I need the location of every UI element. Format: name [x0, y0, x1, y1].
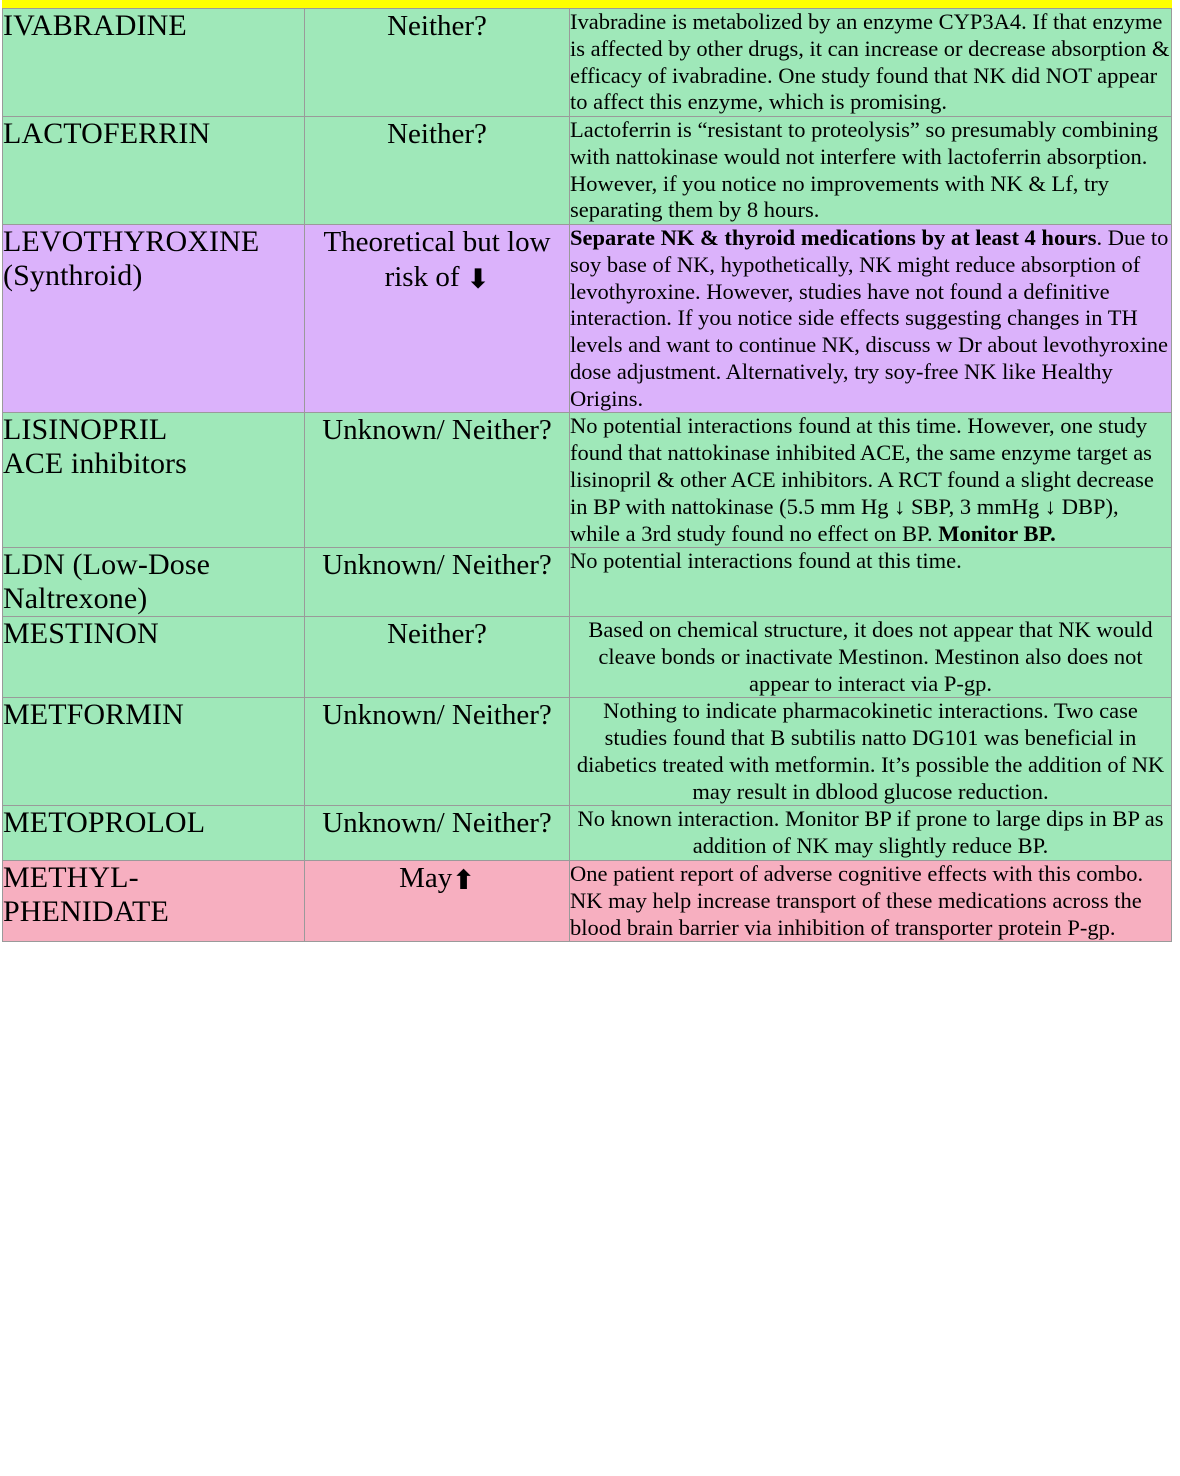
- table-row: [3, 9, 1172, 117]
- risk-cell: [305, 9, 570, 117]
- risk-label: Unknown/ Neither?: [322, 807, 552, 840]
- drug-name-line1: LISINOPRIL: [3, 413, 168, 447]
- risk-cell: [305, 698, 570, 806]
- drug-name-line1: LDN (Low-Dose: [3, 548, 211, 582]
- drug-name-line2: ACE inhibitors: [3, 447, 187, 481]
- notes-text: No potential interactions found at this time.: [570, 548, 962, 574]
- notes-trail-text: Monitor BP.: [938, 520, 1056, 546]
- notes-text: Lactoferrin is “resistant to proteolysis” so presumably combining with nattokinase would not interfere with lactoferrin absorption. However, if you notice no improvements with NK & Lf, try separating them by 8 hours.: [570, 117, 1158, 223]
- table-row: [3, 698, 1172, 806]
- risk-cell: [305, 548, 570, 617]
- drug-name-cell: [3, 548, 305, 617]
- risk-label: Neither?: [387, 10, 487, 42]
- drug-name-cell: [3, 860, 305, 941]
- notes-text: One patient report of adverse cognitive effects with this combo. NK may help increase transport of these medications across the blood brain barrier via inhibition of transporter protein P-gp.: [570, 860, 1144, 940]
- risk-label: May: [399, 861, 453, 894]
- table-row: [3, 117, 1172, 225]
- risk-label: Unknown/ Neither?: [322, 414, 552, 447]
- notes-lead-text: Separate NK & thyroid medications by at least 4 hours: [570, 225, 1097, 251]
- risk-label: Unknown/ Neither?: [322, 549, 552, 582]
- down-arrow-icon: ⬇: [466, 263, 490, 295]
- drug-name-line1: METHYL-: [3, 860, 139, 894]
- notes-text: Ivabradine is metabolized by an enzyme CYP3A4. If that enzyme is affected by other drugs, it can increase or decrease absorption & efficacy of ivabradine. One study found that NK did NOT appear to affect this enzyme, which is promising.: [570, 9, 1170, 115]
- drug-name-line1: LEVOTHYROXINE: [3, 225, 260, 259]
- notes-cell: [570, 117, 1172, 225]
- drug-name-line2: PHENIDATE: [3, 894, 169, 928]
- drug-name-cell: METOPROLOL: [3, 806, 305, 861]
- drug-name-line2: (Synthroid): [3, 259, 143, 293]
- risk-cell: [305, 117, 570, 225]
- risk-label: Neither?: [387, 618, 487, 651]
- drug-name-cell: [3, 225, 305, 413]
- notes-cell: [570, 548, 1172, 617]
- notes-cell: [570, 698, 1172, 806]
- notes-cell: [570, 617, 1172, 698]
- risk-label: Unknown/ Neither?: [322, 699, 552, 732]
- drug-name-cell: METFORMIN: [3, 698, 305, 806]
- drug-interactions-table: [2, 8, 1172, 942]
- drug-name-cell: MESTINON: [3, 617, 305, 698]
- risk-cell: [305, 860, 570, 941]
- notes-cell: [570, 806, 1172, 861]
- drug-name-cell: LACTOFERRIN: [3, 117, 305, 225]
- table-row: [3, 806, 1172, 861]
- risk-cell: [305, 617, 570, 698]
- risk-cell: [305, 413, 570, 548]
- table-row: [3, 617, 1172, 698]
- table-row: [3, 548, 1172, 617]
- notes-text: No known interaction. Monitor BP if prone to large dips in BP as addition of NK may slightly reduce BP.: [577, 806, 1164, 859]
- notes-text: . Due to soy base of NK, hypothetically, NK might reduce absorption of levothyroxine. However, studies have not found a definitive interaction. If you notice side effects suggesting changes in TH levels and want to continue NK, discuss w Dr about levothyroxine dose adjustment. Alternatively, try soy-free NK like Healthy Origins.: [570, 225, 1169, 411]
- notes-text: Based on chemical structure, it does not appear that NK would cleave bonds or inactivate Mestinon. Mestinon also does not appear to interact via P-gp.: [588, 617, 1153, 696]
- notes-cell: [570, 225, 1172, 413]
- table-row: [3, 413, 1172, 548]
- up-arrow-icon: ⬆: [452, 864, 475, 896]
- table-body: [3, 9, 1172, 942]
- notes-cell: [570, 413, 1172, 548]
- notes-cell: [570, 9, 1172, 117]
- notes-text: Nothing to indicate pharmacokinetic interactions. Two case studies found that B subtilis natto DG101 was beneficial in diabetics treated with metformin. It’s possible the addition of NK may result in dblood glucose reduction.: [576, 698, 1165, 804]
- top-highlight-strip: [2, 0, 1172, 8]
- risk-cell: [305, 806, 570, 861]
- risk-cell: [305, 225, 570, 413]
- drug-name-cell: IVABRADINE: [3, 9, 305, 117]
- table-row: [3, 860, 1172, 941]
- drug-name-cell: [3, 413, 305, 548]
- risk-label: Theoretical but low risk of: [323, 226, 551, 293]
- risk-label: Neither?: [387, 118, 487, 151]
- notes-cell: [570, 860, 1172, 941]
- notes-text: No potential interactions found at this time. However, one study found that nattokinase inhibited ACE, the same enzyme target as lisinopril & other ACE inhibitors. A RCT found a slight decrease in BP with nattokinase (5.5 mm Hg ↓ SBP, 3 mmHg ↓ DBP), while a 3rd study found no effect on BP.: [570, 413, 1154, 546]
- table-row: [3, 225, 1172, 413]
- drug-name-line2: Naltrexone): [3, 582, 148, 616]
